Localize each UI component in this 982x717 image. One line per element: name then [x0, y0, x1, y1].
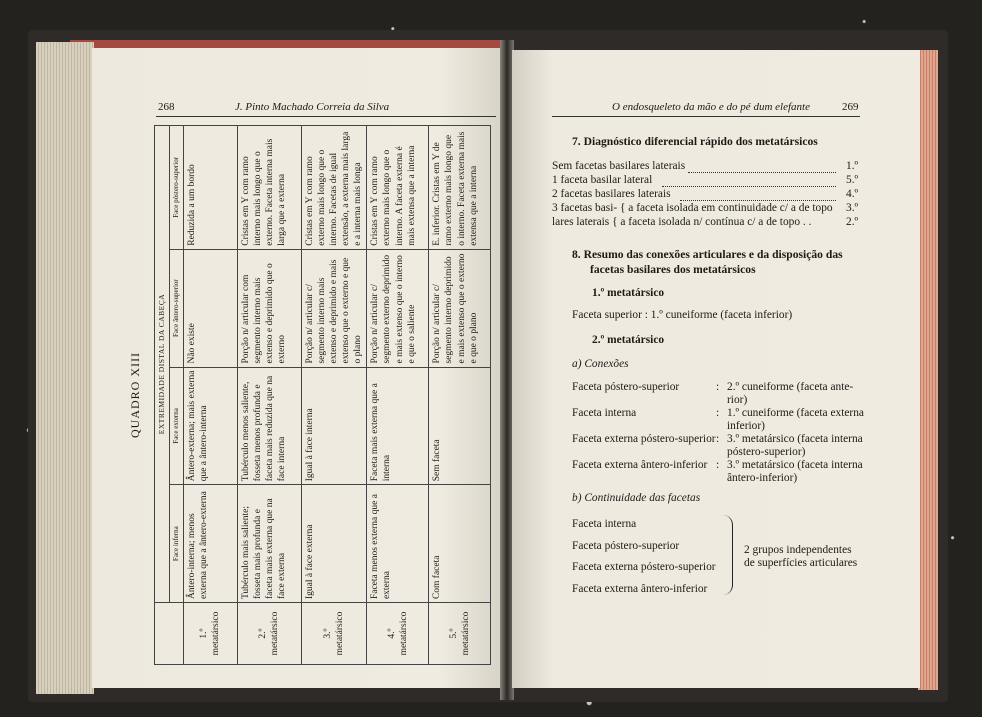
row-label: 5.º metatársico	[429, 603, 491, 665]
table-cell: Igual à face interna	[301, 367, 367, 485]
continuity-label: b) Continuidade das facetas	[572, 492, 701, 504]
table-cell: Cristas em Y com ramo interno mais longo que o externo. Faceta interna mais larga que a externa	[237, 126, 301, 250]
connection-colon: :	[716, 459, 720, 471]
facet-item: Faceta externa póstero-superior	[572, 561, 716, 573]
table-cell: Cristas em Y com ramo externo mais longo que o interno. Facetas de igual extensão, a externa mais larga e a interna mais longa	[301, 126, 367, 250]
row-label: 3.º metatársico	[301, 603, 367, 665]
connection-desc: 1.º cuneiforme (faceta externa	[727, 407, 864, 419]
facet-item: Faceta póstero-superior	[572, 540, 680, 552]
row-label: 1.º metatársico	[183, 603, 237, 665]
brace-note: 2 grupos independentes	[744, 544, 852, 556]
dot-leader	[688, 172, 836, 173]
key-value-1: 1.º	[846, 160, 859, 172]
group-header: EXTREMIDADE DISTAL DA CABEÇA	[155, 126, 170, 603]
key-line-2: 1 faceta basilar lateral	[552, 174, 653, 186]
table-cell: E. inferior. Cristas em Y de ramo externo mais longo que o interno. Faceta externa mais extensa que a interna	[429, 126, 491, 250]
table-title: QUADRO XIII	[128, 352, 142, 438]
connection-desc-cont: rior)	[727, 394, 748, 406]
table-cell: Não existe	[183, 249, 237, 367]
table-cell: Cristas em Y com ramo externo mais longo que o interno. A faceta externa é mais extensa que a interna	[367, 126, 429, 250]
section-7-heading: 7. Diagnóstico diferencial rápido dos metatársicos	[572, 135, 818, 148]
connection-colon: :	[716, 407, 720, 419]
connection-term: Faceta externa ântero-inferior	[572, 459, 708, 471]
left-page-stack	[36, 42, 94, 694]
row-label: 4.º metatársico	[367, 603, 429, 665]
right-page-number: 269	[842, 101, 859, 113]
table-row	[429, 126, 491, 665]
table-cell: Faceta mais externa que a interna	[367, 367, 429, 485]
section-8-heading-cont: facetas basilares dos metatársicos	[590, 263, 756, 276]
section-8-heading: 8. Resumo das conexões articulares e da disposição das	[572, 248, 843, 261]
connection-colon: :	[716, 433, 720, 445]
right-running-head: O endosqueleto da mão e do pé dum elefante	[612, 101, 810, 113]
column-header: Face ântero-superior	[169, 249, 183, 367]
connection-desc: 3.º metatársico (faceta interna	[727, 433, 863, 445]
row-label: 2.º metatársico	[237, 603, 301, 665]
quadro-table	[154, 125, 491, 665]
brace-note-cont: de superfícies articulares	[744, 557, 858, 569]
column-header: Face inferna	[169, 485, 183, 603]
table-cell: Porção n/ articular c/ segmento interno mais extenso e deprimido e mais extenso que o externo e que o plano	[301, 249, 367, 367]
connection-desc-cont: póstero-superior)	[727, 446, 806, 458]
table-cell: Ântero-externa; mais externa que a ântero-interna	[183, 367, 237, 485]
table-cell: Faceta menos externa que a externa	[367, 485, 429, 603]
first-metatarsal-line: Faceta superior : 1.º cuneiforme (faceta inferior)	[572, 309, 793, 321]
connection-desc-cont: inferior)	[727, 420, 765, 432]
table-row	[237, 126, 301, 665]
column-header: Face externa	[169, 367, 183, 485]
subheading-1st-metatarsal: 1.º metatársico	[592, 287, 665, 299]
subheading-2nd-metatarsal: 2.º metatársico	[592, 334, 665, 346]
table-cell: Com faceta	[429, 485, 491, 603]
left-running-head: J. Pinto Machado Correia da Silva	[235, 101, 390, 113]
connection-desc: 2.º cuneiforme (faceta ante-	[727, 381, 854, 393]
facet-item: Faceta externa ântero-inferior	[572, 583, 708, 595]
table-cell: Sem faceta	[429, 367, 491, 485]
table-corner-cell	[155, 603, 184, 665]
table-cell: Porção n/ articular c/ segmento interno deprimido e mais extenso que o externo e que o plano	[429, 249, 491, 367]
table-cell: Igual à face externa	[301, 485, 367, 603]
key-line-3: 2 facetas basilares laterais	[552, 188, 671, 200]
table-cell: Tubérculo mais saliente; fosseta mais profunda e faceta mais externa que na face externa	[237, 485, 301, 603]
table-cell: Porção n/ articular c/ segmento externo deprimido e mais extenso que o interno e que o saliente	[367, 249, 429, 367]
table-cell: Porção n/ articular com segmento interno mais extenso e deprimido que o externo	[237, 249, 301, 367]
quadro-xiii-rotated	[128, 125, 496, 665]
book-top-edge	[70, 40, 510, 48]
key-value-3: 4.º	[846, 188, 859, 200]
dot-leader	[662, 186, 836, 187]
facet-item: Faceta interna	[572, 518, 637, 530]
column-header: Face póstero-superior	[169, 126, 183, 250]
table-row	[301, 126, 367, 665]
table-row	[367, 126, 429, 665]
table-cell: Reduzida a um bordo	[183, 126, 237, 250]
connection-term: Faceta póstero-superior	[572, 381, 680, 393]
connection-term: Faceta interna	[572, 407, 637, 419]
key-value-4: 3.º	[846, 202, 859, 214]
connection-colon: :	[716, 381, 720, 393]
table-group-header-row	[155, 126, 170, 665]
right-header-rule	[552, 116, 860, 117]
left-header-rule	[156, 116, 496, 117]
key-line-4: 3 facetas basi- { a faceta isolada em continuidade c/ a de topo	[552, 202, 833, 214]
dot-leader	[680, 200, 836, 201]
connection-desc: 3.º metatársico (faceta interna	[727, 459, 863, 471]
key-value-5: 2.º	[846, 216, 859, 228]
grouping-brace	[722, 515, 733, 595]
table-column-header-row	[169, 126, 183, 665]
key-line-1: Sem facetas basilares laterais	[552, 160, 686, 172]
table-row	[183, 126, 237, 665]
connection-desc-cont: ântero-inferior)	[727, 472, 798, 484]
connections-label: a) Conexões	[572, 358, 629, 370]
table-cell: Tubérculo menos saliente, fosseta menos profunda e faceta mais reduzida que na face interna	[237, 367, 301, 485]
connection-term: Faceta externa póstero-superior	[572, 433, 716, 445]
key-line-5: lares laterais { a faceta isolada n/ contínua c/ a de topo . .	[552, 216, 812, 228]
table-cell: Ântero-interna; menos externa que a ântero-externa	[183, 485, 237, 603]
left-page-number: 268	[158, 101, 175, 113]
right-page-stack	[918, 50, 938, 690]
key-value-2: 5.º	[846, 174, 859, 186]
